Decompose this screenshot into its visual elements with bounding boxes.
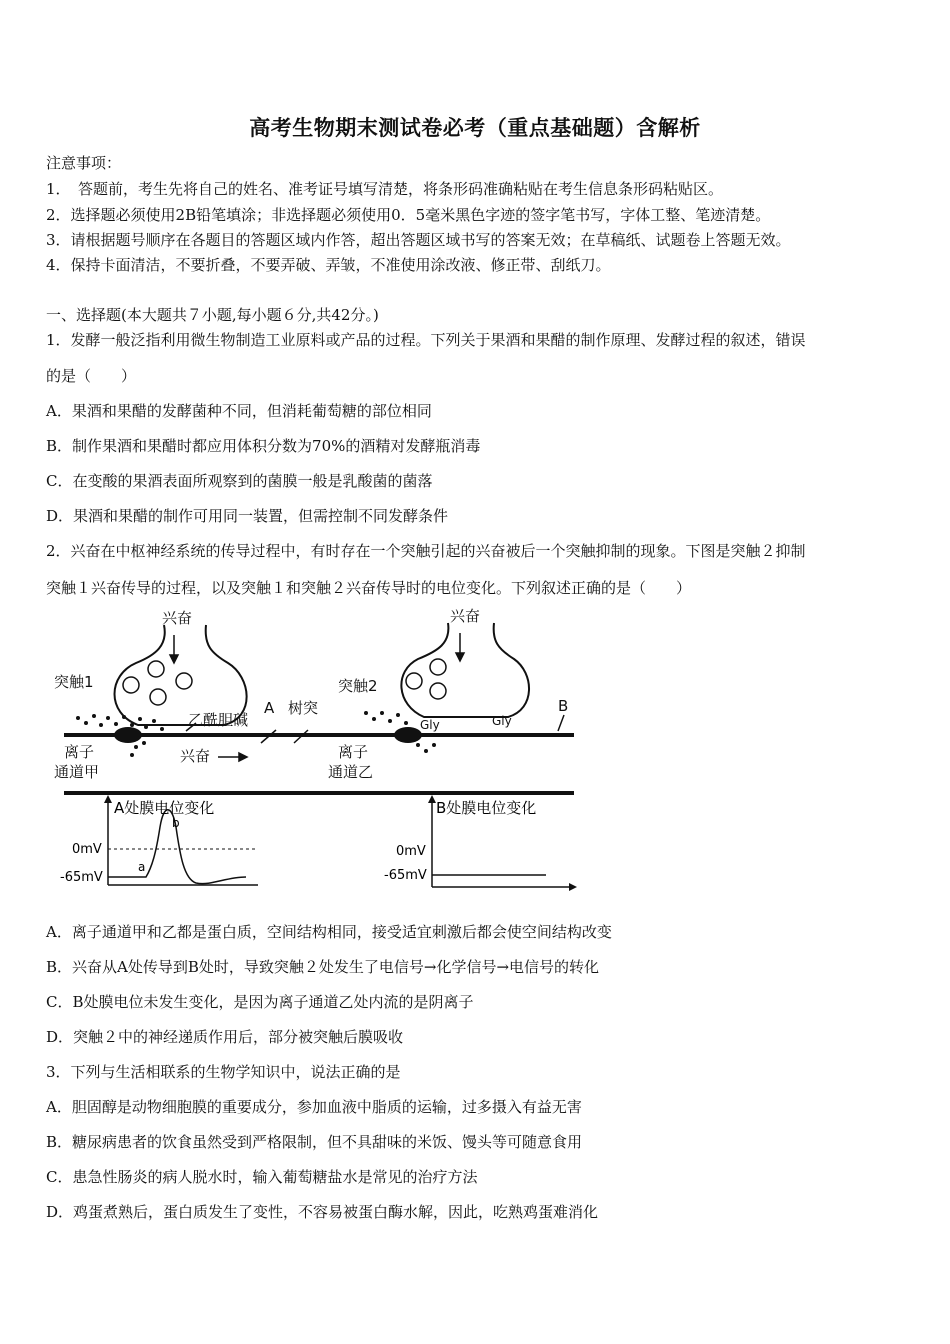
- label-channel-2-line1: 离子: [338, 743, 369, 761]
- q3-option-b: B．糖尿病患者的饮食虽然受到严格限制，但不具甜味的米饭、馒头等可随意食用: [46, 1133, 583, 1151]
- ion-channel-2-icon: [394, 727, 422, 743]
- graph-a-rest-label: -65mV: [60, 870, 103, 885]
- graph-a-point-b: b: [172, 816, 180, 830]
- graph-b-zero-label: 0mV: [396, 844, 426, 859]
- synapse-diagram: [46, 605, 606, 895]
- q2-stem-line1: 2．兴奋在中枢神经系统的传导过程中，有时存在一个突触引起的兴奋被后一个突触抑制的现象。下图是突触２抑制: [46, 542, 806, 560]
- graph-b-rest-label: -65mV: [384, 868, 427, 883]
- q1-option-c: C．在变酸的果酒表面所观察到的菌膜一般是乳酸菌的菌落: [46, 472, 433, 490]
- label-point-a: A: [264, 699, 275, 717]
- label-excite-direction: 兴奋: [180, 747, 211, 765]
- label-channel-2-line2: 通道乙: [328, 763, 374, 781]
- label-ach: 乙酰胆碱: [188, 711, 249, 729]
- label-gly-2: Gly: [492, 714, 512, 728]
- q1-stem-line2: 的是（ ）: [46, 367, 137, 385]
- q2-option-b: B．兴奋从A处传导到B处时，导致突触２处发生了电信号→化学信号→电信号的转化: [46, 958, 600, 976]
- synapse-1-vesicles: [123, 661, 192, 705]
- notice-item-3: 3．请根据题号顺序在各题目的答题区域内作答，超出答题区域书写的答案无效；在草稿纸、试题卷上答题无效。: [46, 231, 791, 249]
- q1-stem-line1: 1．发酵一般泛指利用微生物制造工业原料或产品的过程。下列关于果酒和果醋的制作原理、发酵过程的叙述，错误: [46, 331, 806, 349]
- q1-option-a: A．果酒和果醋的发酵菌种不同，但消耗葡萄糖的部位相同: [46, 402, 432, 420]
- synapse-2-vesicles: [406, 659, 446, 699]
- notice-item-1: 1． 答题前，考生先将自己的姓名、准考证号填写清楚，将条形码准确粘贴在考生信息条形码粘贴区。: [46, 180, 724, 198]
- q2-option-d: D．突触２中的神经递质作用后，部分被突触后膜吸收: [46, 1028, 404, 1046]
- label-gly-1: Gly: [420, 718, 440, 732]
- point-b-pointer: [558, 715, 564, 731]
- q2-option-c: C．B处膜电位未发生变化，是因为离子通道乙处内流的是阴离子: [46, 993, 474, 1011]
- q1-option-d: D．果酒和果醋的制作可用同一装置，但需控制不同发酵条件: [46, 507, 449, 525]
- graph-b-title: B处膜电位变化: [436, 799, 537, 817]
- graph-a-point-a: a: [138, 860, 146, 874]
- label-channel-1-line1: 离子: [64, 743, 95, 761]
- q3-stem: 3．下列与生活相联系的生物学知识中，说法正确的是: [46, 1063, 401, 1081]
- q3-option-a: A．胆固醇是动物细胞膜的重要成分，参加血液中脂质的运输，过多摄入有益无害: [46, 1098, 582, 1116]
- graph-b: [384, 795, 577, 891]
- graph-a-zero-label: 0mV: [72, 842, 102, 857]
- label-channel-1-line2: 通道甲: [54, 763, 100, 781]
- ion-channel-1-icon: [114, 727, 142, 743]
- graph-a: [60, 795, 258, 885]
- notice-heading: 注意事项：: [46, 154, 122, 172]
- q2-stem-line2: 突触１兴奋传导的过程，以及突触１和突触２兴奋传导时的电位变化。下列叙述正确的是（ ）: [46, 579, 692, 597]
- q2-option-a: A．离子通道甲和乙都是蛋白质，空间结构相同，接受适宜刺激后都会使空间结构改变: [46, 923, 612, 941]
- label-excite-1: 兴奋: [162, 609, 193, 627]
- graph-a-title: A处膜电位变化: [114, 799, 215, 817]
- q1-option-b: B．制作果酒和果醋时都应用体积分数为70%的酒精对发酵瓶消毒: [46, 437, 481, 455]
- q3-option-c: C．患急性肠炎的病人脱水时，输入葡萄糖盐水是常见的治疗方法: [46, 1168, 478, 1186]
- notice-item-4: 4．保持卡面清洁，不要折叠，不要弄破、弄皱，不准使用涂改液、修正带、刮纸刀。: [46, 256, 611, 274]
- label-synapse-1: 突触1: [54, 673, 94, 691]
- label-dendrite: 树突: [288, 699, 319, 717]
- page-title: 高考生物期末测试卷必考（重点基础题）含解析: [249, 115, 701, 140]
- notice-item-2: 2．选择题必须使用2B铅笔填涂；非选择题必须使用0．5毫米黑色字迹的签字笔书写，字体工整、笔迹清楚。: [46, 206, 771, 224]
- section-heading: 一、选择题(本大题共７小题,每小题６分,共42分。): [46, 306, 379, 324]
- synapse-2-terminal: [401, 623, 529, 717]
- label-point-b: B: [558, 697, 569, 715]
- label-synapse-2: 突触2: [338, 677, 378, 695]
- label-excite-2: 兴奋: [450, 607, 481, 625]
- q3-option-d: D．鸡蛋煮熟后，蛋白质发生了变性，不容易被蛋白酶水解，因此，吃熟鸡蛋难消化: [46, 1203, 599, 1221]
